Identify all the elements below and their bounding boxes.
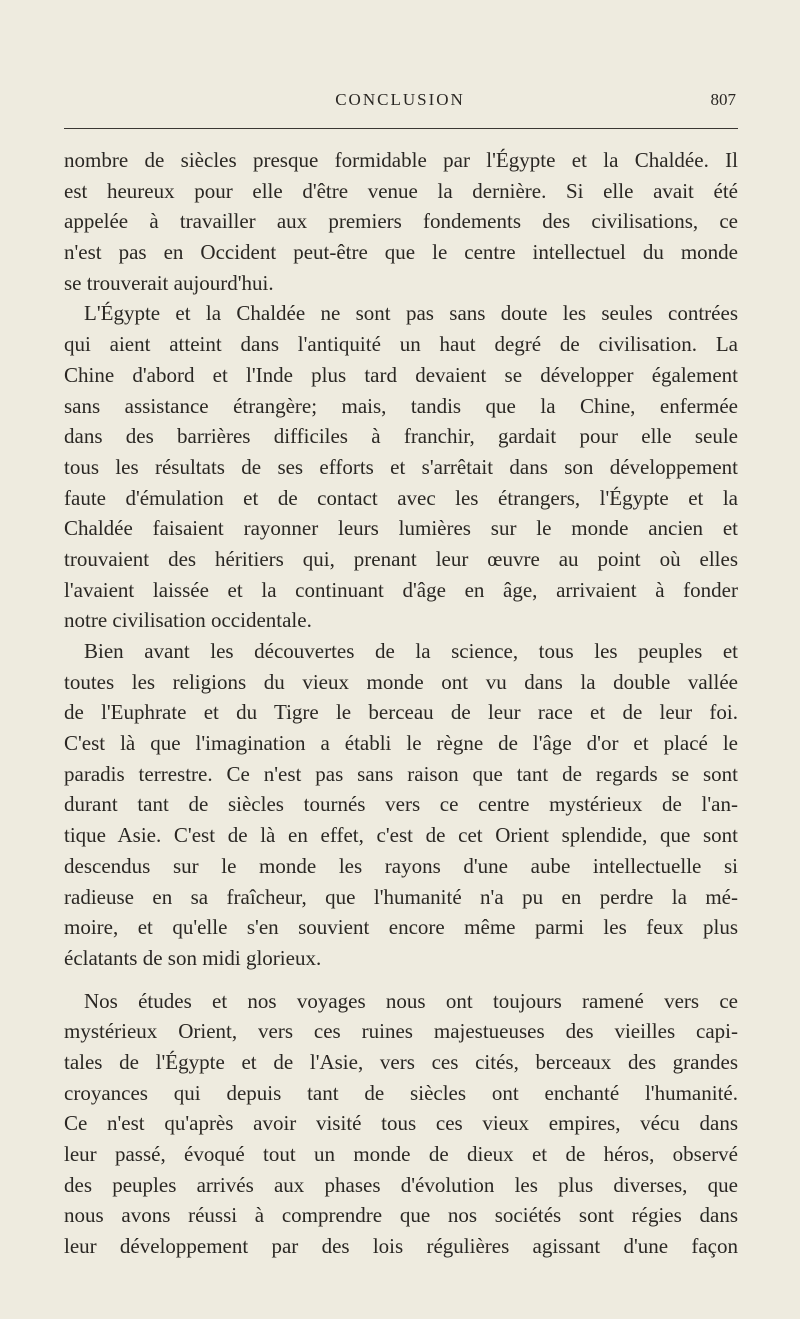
text-line: Nos études et nos voyages nous ont toujours ramené vers ce (84, 988, 738, 1013)
text-line: descendus sur le monde les rayons d'une aube intellectuelle si (64, 853, 738, 878)
paragraph (64, 636, 738, 974)
text-line: paradis terrestre. Ce n'est pas sans raison que tant de regards se sont (64, 761, 738, 786)
text-line: leur développement par des lois régulières agissant d'une façon (64, 1234, 738, 1259)
text-line: tous les résultats de ses efforts et s'arrêtait dans son développement (64, 454, 738, 479)
text-line: sans assistance étrangère; mais, tandis que la Chine, enfermée (64, 393, 738, 418)
running-title: CONCLUSION (335, 90, 465, 109)
text-line: radieuse en sa fraîcheur, que l'humanité n'a pu en perdre la mé- (64, 884, 738, 909)
text-line: l'avaient laissée et la continuant d'âge en âge, arrivaient à fonder (64, 577, 738, 602)
text-line: se trouverait aujourd'hui. (64, 270, 274, 295)
text-line: croyances qui depuis tant de siècles ont enchanté l'humanité. (64, 1080, 738, 1105)
text-line: mystérieux Orient, vers ces ruines majestueuses des vieilles capi- (64, 1019, 738, 1044)
text-line: faute d'émulation et de contact avec les étrangers, l'Égypte et la (64, 485, 738, 510)
text-line: durant tant de siècles tournés vers ce centre mystérieux de l'an- (64, 792, 738, 817)
body-text (64, 145, 738, 1262)
header-rule (64, 128, 738, 129)
text-line: trouvaient des héritiers qui, prenant leur œuvre au point où elles (64, 546, 738, 571)
text-line: Chine d'abord et l'Inde plus tard devaient se développer également (64, 362, 738, 387)
paragraph (64, 145, 738, 298)
text-line: nombre de siècles presque formidable par l'Égypte et la Chaldée. Il (64, 148, 738, 172)
paragraph (64, 986, 738, 1262)
text-line: appelée à travailler aux premiers fondements des civilisations, ce (64, 209, 738, 234)
text-line: de l'Euphrate et du Tigre le berceau de leur race et de leur foi. (64, 700, 738, 725)
text-line: est heureux pour elle d'être venue la dernière. Si elle avait été (64, 178, 738, 203)
text-line: Chaldée faisaient rayonner leurs lumières sur le monde ancien et (64, 516, 738, 541)
text-line: L'Égypte et la Chaldée ne sont pas sans doute les seules contrées (84, 301, 738, 326)
text-line: éclatants de son midi glorieux. (64, 945, 322, 970)
text-line: leur passé, évoqué tout un monde de dieux et de héros, observé (64, 1142, 738, 1166)
text-line: moire, et qu'elle s'en souvient encore même parmi les feux plus (64, 915, 738, 940)
page-number: 807 (710, 90, 736, 109)
text-line: C'est là que l'imagination a établi le règne de l'âge d'or et placé le (64, 731, 738, 756)
paragraph-spacer (64, 974, 738, 986)
text-line: qui aient atteint dans l'antiquité un haut degré de civilisation. La (64, 332, 738, 357)
text-line: nous avons réussi à comprendre que nos sociétés sont régies dans (64, 1203, 738, 1228)
text-line: notre civilisation occidentale. (64, 608, 312, 633)
text-line: Ce n'est qu'après avoir visité tous ces vieux empires, vécu dans (64, 1111, 738, 1136)
text-line: tique Asie. C'est de là en effet, c'est de cet Orient splendide, que sont (64, 823, 738, 848)
paragraph (64, 298, 738, 636)
text-line: dans des barrières difficiles à franchir, gardait pour elle seule (64, 424, 738, 449)
text-line: tales de l'Égypte et de l'Asie, vers ces cités, berceaux des grandes (64, 1049, 738, 1074)
running-head (64, 90, 736, 114)
text-line: toutes les religions du vieux monde ont vu dans la double vallée (64, 669, 738, 694)
text-line: des peuples arrivés aux phases d'évolution les plus diverses, que (64, 1172, 738, 1197)
text-line: n'est pas en Occident peut-être que le centre intellectuel du monde (64, 240, 738, 265)
text-line: Bien avant les découvertes de la science, tous les peuples et (84, 639, 738, 663)
